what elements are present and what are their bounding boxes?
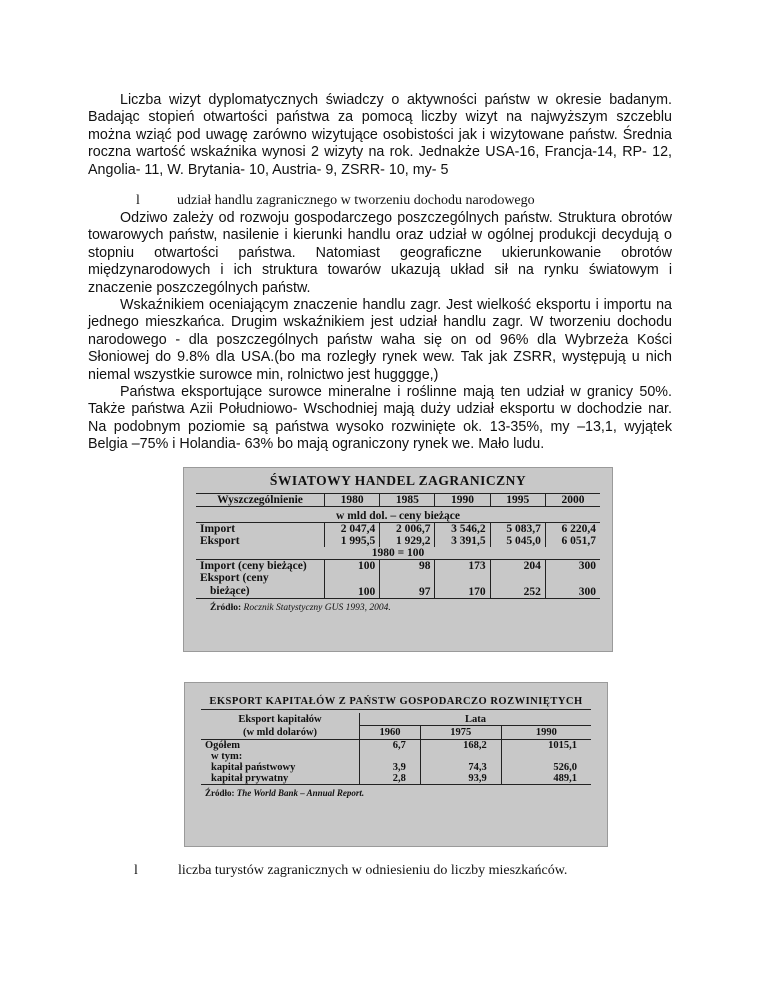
- table-cell: 204: [490, 560, 545, 573]
- table-cell: 6 220,4: [545, 523, 600, 536]
- table-cell: 100: [325, 560, 380, 573]
- table-cell: 5 083,7: [490, 523, 545, 536]
- corner-label-line: Eksport kapitałów: [238, 714, 322, 725]
- table-header-row: [201, 713, 591, 726]
- header-cell: 1985: [380, 494, 435, 507]
- row-label: kapitał państwowy: [211, 762, 296, 773]
- table-cell: 98: [380, 560, 435, 573]
- header-cell: 1990: [435, 494, 490, 507]
- subheader-cell: w mld dol. – ceny bieżące: [336, 510, 460, 522]
- table-source-row: [196, 599, 600, 614]
- paragraph-trade-structure: [88, 210, 672, 454]
- table-row: [196, 572, 600, 599]
- table-cell: 489,1: [501, 773, 591, 785]
- source-prefix: Źródło:: [210, 603, 242, 613]
- corner-label-line: (w mld dolarów): [242, 727, 318, 738]
- header-cell: Wyszczególnienie: [217, 494, 303, 506]
- bullet-text: udział handlu zagranicznego w tworzeniu dochodu narodowego: [177, 193, 535, 208]
- bullet-item-tourists: [134, 862, 567, 880]
- table-header-row: [196, 494, 600, 507]
- paragraph-text: Wskaźnikiem oceniającym znaczenie handlu zagr. Jest wielkość eksportu i importu na jednego mieszkańca. Drugim wskaźnikiem jest udział handlu zagr. W tworzeniu dochodu narodowego - dla poszczególnych państw waha się on od 96% dla Wybrzeża Kości Słoniowej do 9.8% dla USA.(bo ma rozległy rynek wew. Tak jak ZSRR, występują u nich niemal wszystkie surowce min, rolnictwo jest hugggge,): [88, 297, 672, 383]
- source-text: The World Bank – Annual Report.: [236, 788, 365, 798]
- table-cell: 1 929,2: [380, 535, 435, 547]
- table-title: ŚWIATOWY HANDEL ZAGRANICZNY: [269, 473, 527, 488]
- paragraph-text: Państwa eksportujące surowce mineralne i roślinne mają ten udział w granicy 50%. Także państwa Azii Południowo- Wschodniej mają duży udział eksportu w dochodzie nar. Na podobnym poziomie są państwa wysoko rozwinięte ok. 13-35%, my –13,1, wyjątek Belgia –75% i Holandia- 63% bo mają ograniczony rynek we. Mało ludu.: [88, 384, 672, 453]
- years-label-cell: Lata: [360, 713, 592, 726]
- base-cell: 1980 = 100: [371, 547, 425, 559]
- row-label: Import: [200, 523, 236, 535]
- table-cell: [420, 751, 501, 762]
- table-cell: [501, 751, 591, 762]
- source-cell: [196, 599, 600, 614]
- row-label-line: Eksport (ceny: [200, 572, 269, 584]
- table-subheader-row: [196, 507, 600, 523]
- world-trade-table-image: [183, 467, 613, 652]
- table-base-row: [196, 547, 600, 560]
- row-label: w tym:: [211, 751, 243, 762]
- header-cell: 2000: [545, 494, 600, 507]
- table-row: [201, 762, 591, 773]
- table-cell: 300: [545, 572, 600, 599]
- bullet-text: liczba turystów zagranicznych w odniesieniu do liczby mieszkańców.: [178, 863, 568, 878]
- table-cell: 526,0: [501, 762, 591, 773]
- table-cell: 2 006,7: [380, 523, 435, 536]
- table-cell: 3,9: [360, 762, 421, 773]
- table-cell: 1015,1: [501, 740, 591, 752]
- source-text: Rocznik Statystyczny GUS 1993, 2004.: [243, 603, 391, 613]
- source-cell: [201, 785, 591, 799]
- table-source-row: [201, 785, 591, 799]
- year-cell: 1990: [501, 726, 591, 740]
- table-row: [201, 773, 591, 785]
- table-cell: 6 051,7: [545, 535, 600, 547]
- table-cell: 6,7: [360, 740, 421, 752]
- header-cell: 1980: [325, 494, 380, 507]
- table-cell: 168,2: [420, 740, 501, 752]
- capital-export-table-image: [184, 682, 608, 847]
- row-label: Eksport: [200, 535, 240, 547]
- table-cell: 3 546,2: [435, 523, 490, 536]
- table-cell: 93,9: [420, 773, 501, 785]
- table-cell: 300: [545, 560, 600, 573]
- table-cell: 2 047,4: [325, 523, 380, 536]
- world-trade-table: [196, 493, 600, 613]
- row-label: kapitał prywatny: [211, 773, 289, 784]
- bullet-mark: l: [134, 863, 138, 878]
- bullet-item-trade-share: [136, 192, 535, 210]
- table-cell: 1 995,5: [325, 535, 380, 547]
- table-cell: 100: [325, 572, 380, 599]
- capital-export-table: [201, 713, 591, 798]
- paragraph-diplomatic-visits: [88, 92, 672, 179]
- bullet-mark: l: [136, 193, 140, 208]
- paragraph-text: Liczba wizyt dyplomatycznych świadczy o aktywności państw w okresie badanym. Badając stopień otwartości państwa za pomocą liczby wizyt na najwyższym szczeblu można wziąć pod uwagę zarówno wizytujące osobistości jak i wizytowane państw. Średnia roczna wartość wskaźnika wynosi 2 wizyty na rok. Jednakże USA-16, Francja-14, RP- 12, Angolia- 11, W. Brytania- 10, Austria- 9, ZSRR- 10, my- 5: [88, 92, 672, 178]
- row-label-line: bieżące): [210, 585, 250, 597]
- table-cell: [360, 751, 421, 762]
- table-cell: 173: [435, 560, 490, 573]
- table-row: [201, 751, 591, 762]
- table-cell: 74,3: [420, 762, 501, 773]
- row-label: [196, 572, 325, 599]
- table-cell: 5 045,0: [490, 535, 545, 547]
- year-cell: 1960: [360, 726, 421, 740]
- paragraph-text: Odziwo zależy od rozwoju gospodarczego poszczególnych państw. Struktura obrotów towarowych państw, nasilenie i kierunki handlu oraz udział w ogólnej produkcji decydują o stopniu otwartości państwa. Natomiast geograficzne ukierunkowanie obrotów międzynarodowych i ich struktura towarów ukazują układ sił na rynku światowym i znaczenie poszczególnych państw.: [88, 210, 672, 296]
- source-prefix: Źródło:: [205, 788, 235, 798]
- header-cell: 1995: [490, 494, 545, 507]
- table-row: [196, 560, 600, 573]
- row-label: Ogółem: [205, 740, 240, 751]
- table-cell: 3 391,5: [435, 535, 490, 547]
- table-cell: 97: [380, 572, 435, 599]
- table-cell: 252: [490, 572, 545, 599]
- table-row: [201, 740, 591, 752]
- row-label: Import (ceny bieżące): [200, 560, 307, 572]
- table-cell: 2,8: [360, 773, 421, 785]
- year-cell: 1975: [420, 726, 501, 740]
- table-row: [196, 523, 600, 536]
- table-row: [196, 535, 600, 547]
- table-title: EKSPORT KAPITAŁÓW Z PAŃSTW GOSPODARCZO ROZWINIĘTYCH: [201, 696, 591, 710]
- corner-cell: [201, 713, 360, 740]
- table-cell: 170: [435, 572, 490, 599]
